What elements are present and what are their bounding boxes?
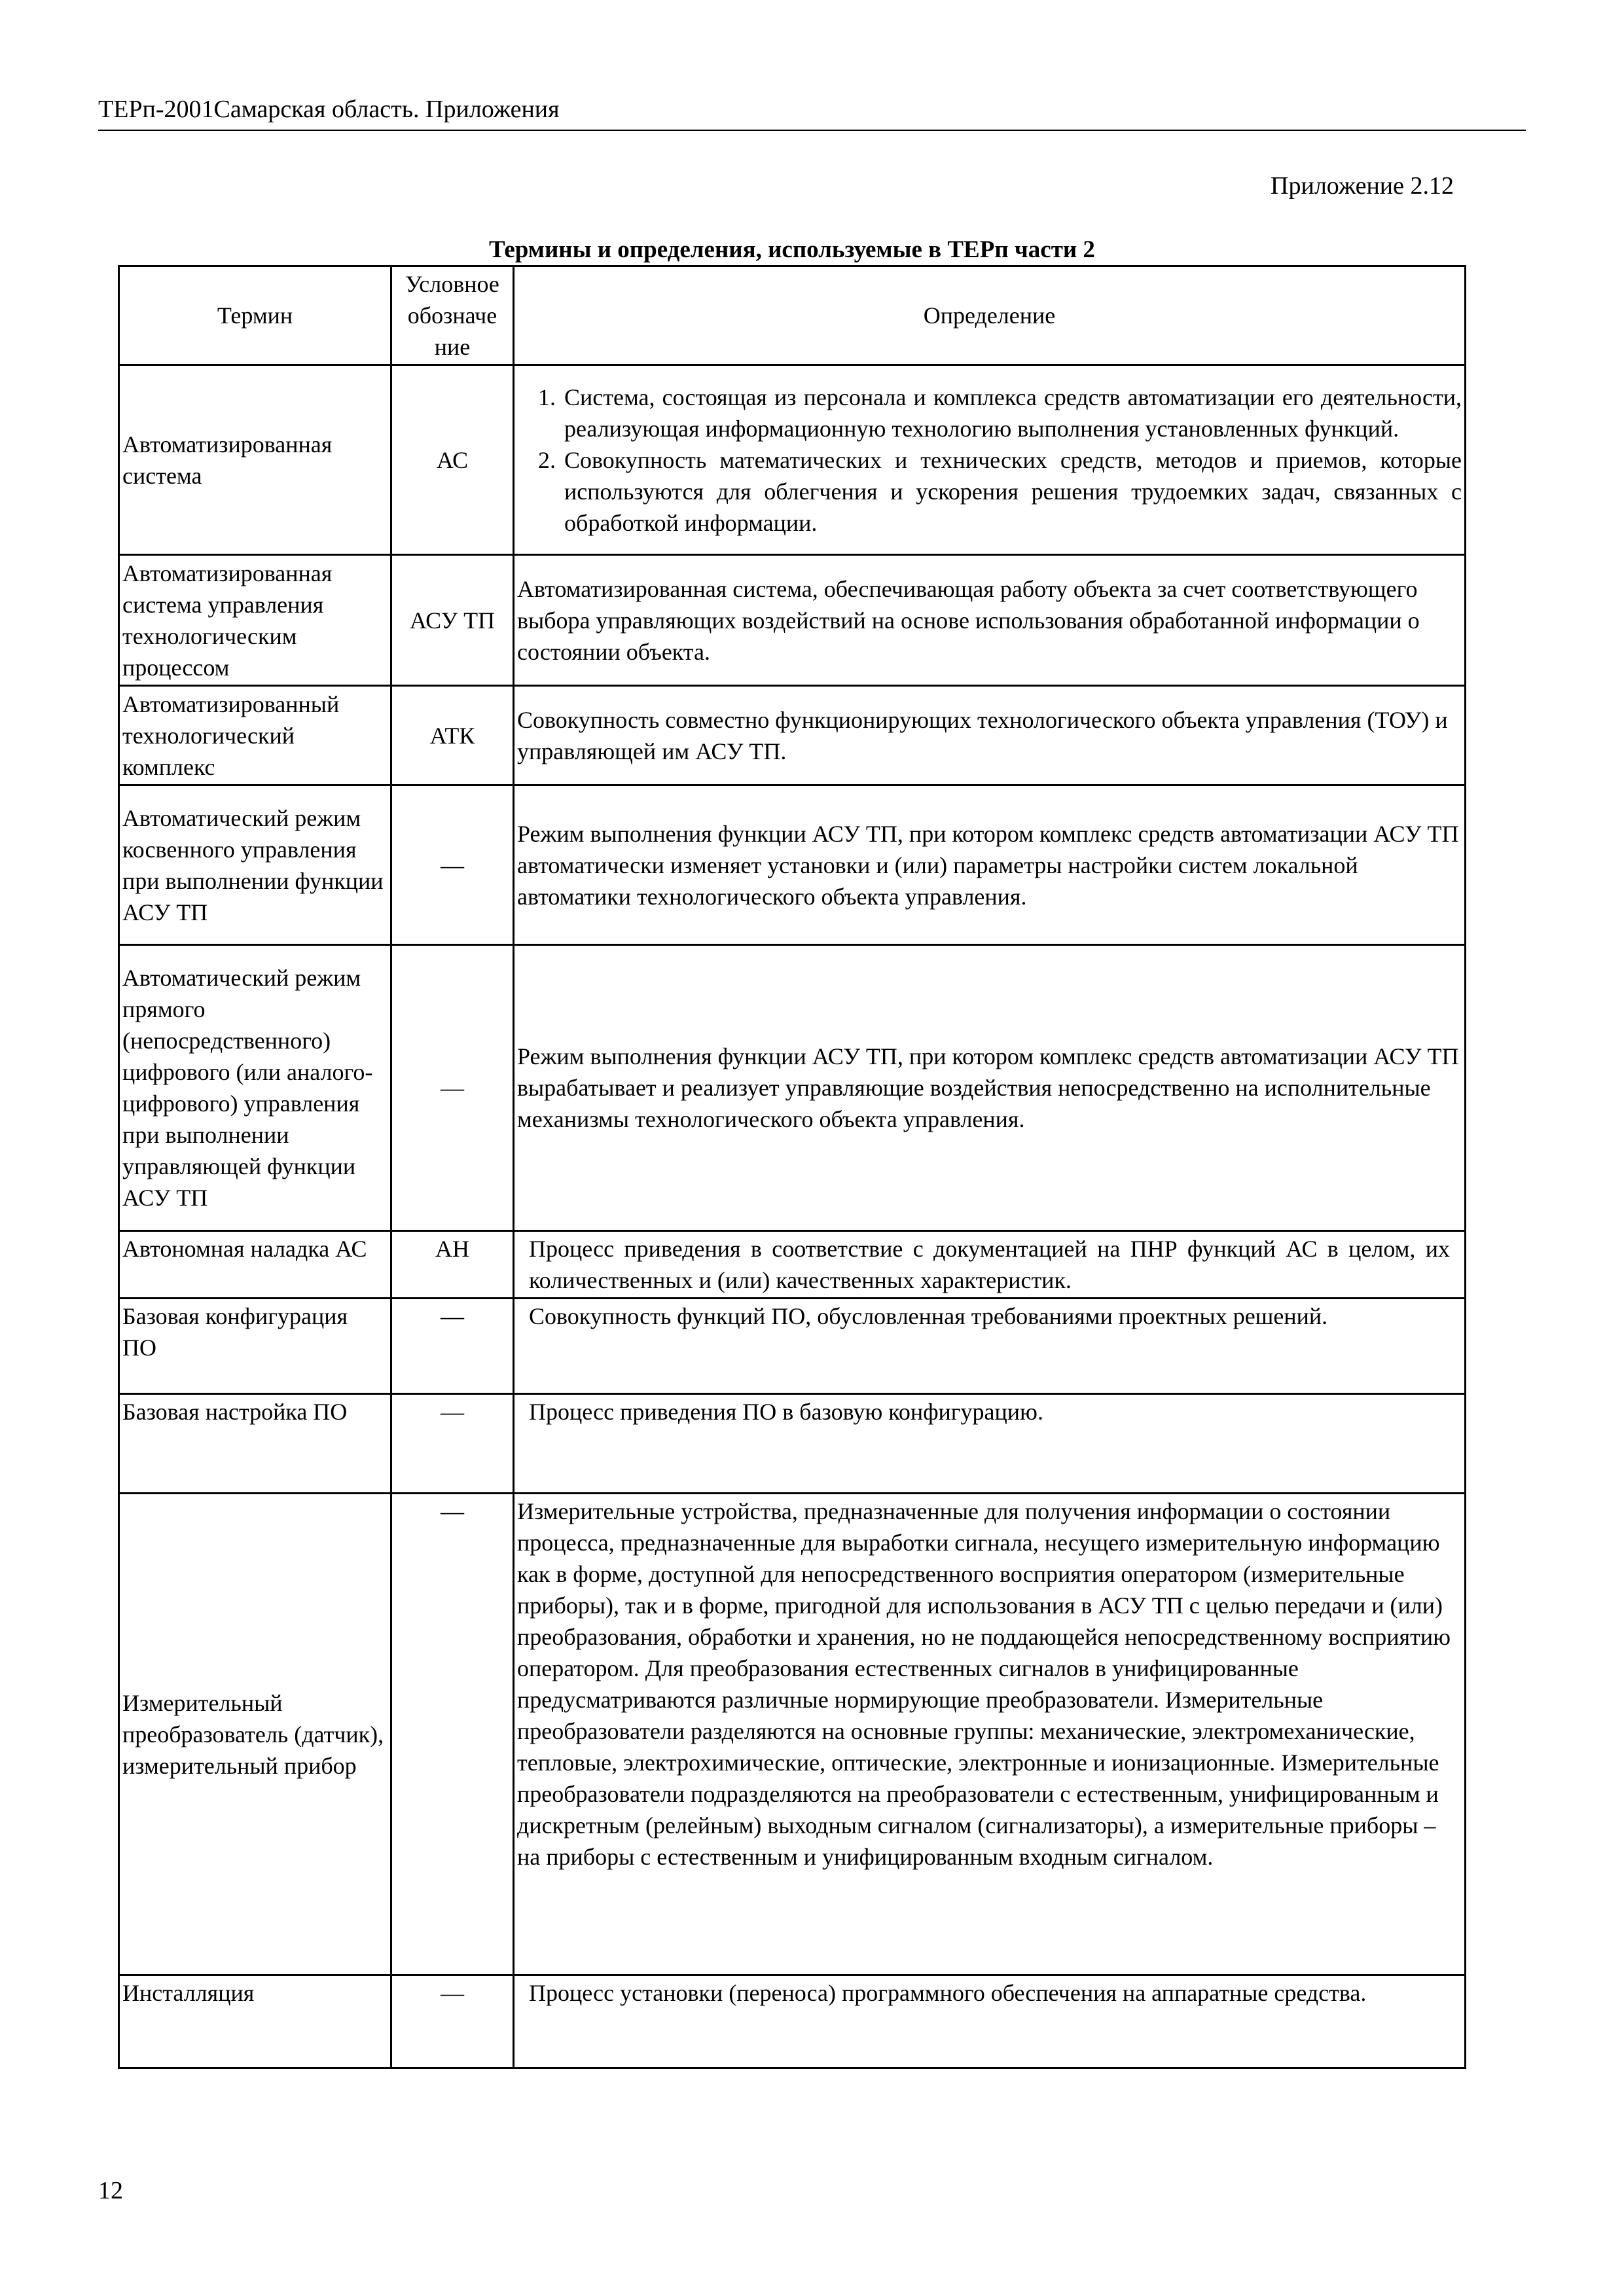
- table-row: [119, 1975, 1466, 2068]
- definition-cell: Режим выполнения функции АСУ ТП, при котором комплекс средств автоматизации АСУ ТП автоматически изменяет установки и (или) параметры настройки систем локальной автоматики технологического объекта управления.: [514, 785, 1466, 945]
- table-row: [119, 686, 1466, 785]
- abbreviation-cell: —: [391, 1299, 514, 1394]
- header-divider: [98, 130, 1526, 131]
- definition-cell: Процесс установки (переноса) программного обеспечения на аппаратные средства.: [514, 1975, 1466, 2068]
- abbreviation-cell: —: [391, 1494, 514, 1975]
- table-title: Термины и определения, используемые в ТЕРп части 2: [489, 236, 1095, 263]
- abbreviation-cell: —: [391, 785, 514, 945]
- header-abbreviation: Условное обозначе ние: [391, 266, 514, 365]
- table-header-row: [119, 266, 1466, 365]
- appendix-label: Приложение 2.12: [1271, 172, 1454, 200]
- term-cell: Автоматизированная система: [119, 365, 391, 555]
- definition-cell: [514, 365, 1466, 555]
- term-cell: Базовая настройка ПО: [119, 1394, 391, 1494]
- term-cell: Автоматизированный технологический комплекс: [119, 686, 391, 785]
- abbreviation-cell: —: [391, 945, 514, 1231]
- definition-list-item: 1. Система, состоящая из персонала и комплекса средств автоматизации его деятельности, реализующая информационную технологию выполнения установленных функций.: [562, 382, 1462, 444]
- abbreviation-cell: АТК: [391, 686, 514, 785]
- definition-cell: Измерительные устройства, предназначенные для получения информации о состоянии процесса, предназначенные для выработки сигнала, несущего измерительную информацию как в форме, доступной для непосредственного восприятия оператором (измерительные приборы), так и в форме, пригодной для использования в АСУ ТП с целью передачи и (или) преобразования, обработки и хранения, но не поддающейся непосредственному восприятию оператором. Для преобразования естественных сигналов в унифицированные предусматриваются различные нормирующие преобразователи. Измерительные преобразователи разделяются на основные группы: механические, электромеханические, тепловые, электрохимические, оптические, электронные и ионизационные. Измерительные преобразователи подразделяются на преобразователи с естественным, унифицированным и дискретным (релейным) выходным сигналом (сигнализаторы), а измерительные приборы – на приборы с естественным и унифицированным входным сигналом.: [514, 1494, 1466, 1975]
- abbreviation-cell: —: [391, 1394, 514, 1494]
- table-row: [119, 1299, 1466, 1394]
- terms-table: [118, 265, 1466, 2069]
- definition-cell: Режим выполнения функции АСУ ТП, при котором комплекс средств автоматизации АСУ ТП вырабатывает и реализует управляющие воздействия непосредственно на исполнительные механизмы технологического объекта управления.: [514, 945, 1466, 1231]
- definition-cell: Совокупность функций ПО, обусловленная требованиями проектных решений.: [514, 1299, 1466, 1394]
- page-number: 12: [98, 2177, 123, 2204]
- definition-cell: Автоматизированная система, обеспечивающая работу объекта за счет соответствующего выбора управляющих воздействий на основе использования обработанной информации о состоянии объекта.: [514, 555, 1466, 686]
- table-row: [119, 365, 1466, 555]
- term-cell: Автоматический режим прямого (непосредственного) цифрового (или аналого-цифрового) управления при выполнении управляющей функции АСУ ТП: [119, 945, 391, 1231]
- definition-list: [517, 382, 1462, 539]
- term-cell: Инсталляция: [119, 1975, 391, 2068]
- table-row: [119, 945, 1466, 1231]
- definition-cell: Процесс приведения ПО в базовую конфигурацию.: [514, 1394, 1466, 1494]
- abbreviation-cell: АСУ ТП: [391, 555, 514, 686]
- table-row: [119, 555, 1466, 686]
- term-cell: Автономная наладка АС: [119, 1231, 391, 1299]
- definition-cell: Совокупность совместно функционирующих технологического объекта управления (ТОУ) и управляющей им АСУ ТП.: [514, 686, 1466, 785]
- table-row: [119, 1494, 1466, 1975]
- term-cell: Базовая конфигурация ПО: [119, 1299, 391, 1394]
- table-row: [119, 1231, 1466, 1299]
- header-term: Термин: [119, 266, 391, 365]
- page-header: ТЕРп-2001Самарская область. Приложения: [98, 96, 560, 123]
- header-definition: Определение: [514, 266, 1466, 365]
- term-cell: Автоматический режим косвенного управления при выполнении функции АСУ ТП: [119, 785, 391, 945]
- table-row: [119, 785, 1466, 945]
- term-cell: Автоматизированная система управления технологическим процессом: [119, 555, 391, 686]
- abbreviation-cell: АН: [391, 1231, 514, 1299]
- abbreviation-cell: АС: [391, 365, 514, 555]
- table-row: [119, 1394, 1466, 1494]
- abbreviation-cell: —: [391, 1975, 514, 2068]
- definition-cell: Процесс приведения в соответствие с документацией на ПНР функций АС в целом, их количественных и (или) качественных характеристик.: [514, 1231, 1466, 1299]
- term-cell: Измерительный преобразователь (датчик), измерительный прибор: [119, 1494, 391, 1975]
- definition-list-item: 2. Совокупность математических и технических средств, методов и приемов, которые используются для облегчения и ускорения решения трудоемких задач, связанных с обработкой информации.: [562, 444, 1462, 539]
